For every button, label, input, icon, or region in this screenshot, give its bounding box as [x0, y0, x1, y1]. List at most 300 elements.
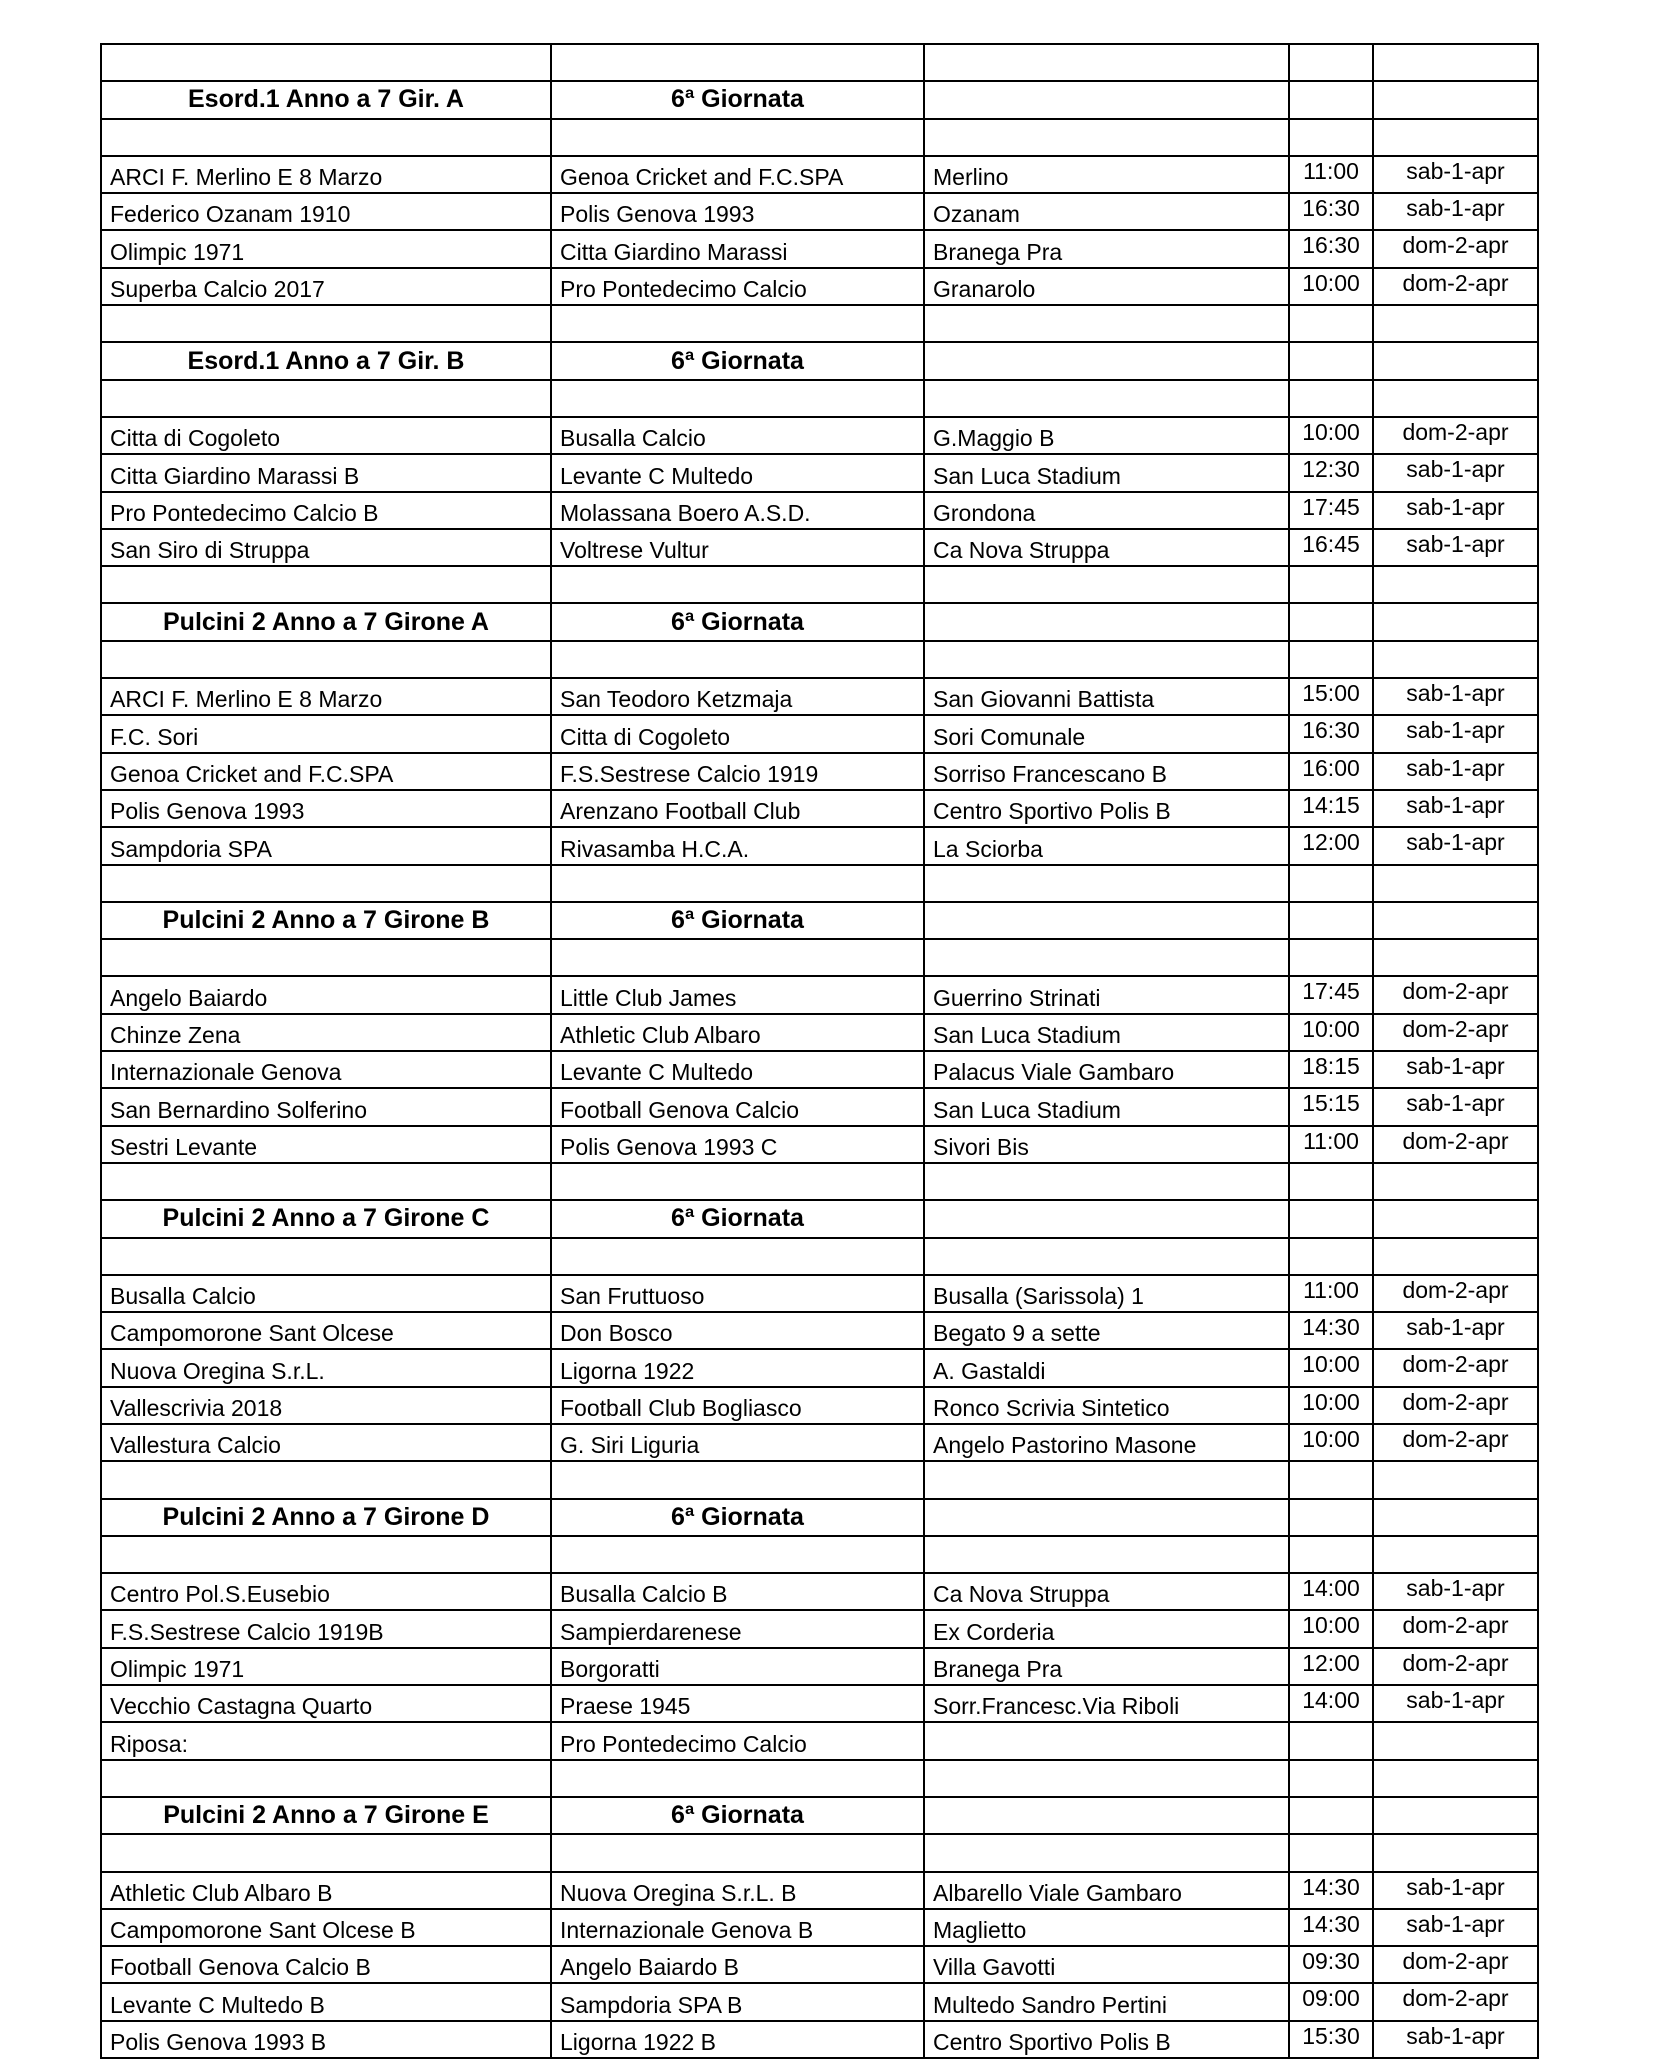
time-cell: 14:30	[1289, 1909, 1373, 1946]
match-row	[101, 1275, 1538, 1312]
venue-cell: Branega Pra	[924, 230, 1289, 267]
home-team-cell: Campomorone Sant Olcese B	[101, 1909, 551, 1946]
venue-cell: Villa Gavotti	[924, 1946, 1289, 1983]
section-title: Pulcini 2 Anno a 7 Girone D	[101, 1499, 551, 1536]
blank-row	[101, 380, 1538, 417]
venue-cell: Palacus Viale Gambaro	[924, 1051, 1289, 1088]
section-round: 6ª Giornata	[551, 342, 924, 379]
match-row	[101, 230, 1538, 267]
away-team-cell: Praese 1945	[551, 1685, 924, 1722]
empty-cell	[924, 939, 1289, 976]
time-cell: 14:30	[1289, 1312, 1373, 1349]
empty-cell	[1289, 1536, 1373, 1573]
empty-cell	[551, 641, 924, 678]
venue-cell: San Giovanni Battista	[924, 678, 1289, 715]
away-team-cell: San Fruttuoso	[551, 1275, 924, 1312]
empty-cell	[924, 1760, 1289, 1797]
empty-cell	[1289, 1760, 1373, 1797]
blank-row	[101, 566, 1538, 603]
section-header-row	[101, 342, 1538, 379]
match-row	[101, 715, 1538, 752]
date-cell: dom-2-apr	[1373, 230, 1538, 267]
home-team-cell: Busalla Calcio	[101, 1275, 551, 1312]
empty-cell	[101, 1238, 551, 1275]
time-cell: 11:00	[1289, 1275, 1373, 1312]
date-cell: dom-2-apr	[1373, 976, 1538, 1013]
match-row	[101, 2021, 1538, 2058]
empty-cell	[551, 865, 924, 902]
away-team-cell: Borgoratti	[551, 1648, 924, 1685]
match-row	[101, 1722, 1538, 1759]
home-team-cell: Pro Pontedecimo Calcio B	[101, 492, 551, 529]
match-row	[101, 1946, 1538, 1983]
home-team-cell: Athletic Club Albaro B	[101, 1872, 551, 1909]
empty-cell	[1289, 342, 1373, 379]
blank-row	[101, 641, 1538, 678]
date-cell: dom-2-apr	[1373, 417, 1538, 454]
empty-cell	[924, 119, 1289, 156]
away-team-cell: Angelo Baiardo B	[551, 1946, 924, 1983]
time-cell: 11:00	[1289, 156, 1373, 193]
time-cell: 10:00	[1289, 1014, 1373, 1051]
home-team-cell: ARCI F. Merlino E 8 Marzo	[101, 678, 551, 715]
blank-row	[101, 1461, 1538, 1498]
venue-cell: Albarello Viale Gambaro	[924, 1872, 1289, 1909]
empty-cell	[1289, 305, 1373, 342]
section-round: 6ª Giornata	[551, 81, 924, 118]
time-cell: 17:45	[1289, 492, 1373, 529]
empty-cell	[101, 380, 551, 417]
home-team-cell: San Siro di Struppa	[101, 529, 551, 566]
empty-cell	[551, 380, 924, 417]
date-cell: sab-1-apr	[1373, 1051, 1538, 1088]
empty-cell	[1373, 641, 1538, 678]
date-cell: dom-2-apr	[1373, 268, 1538, 305]
blank-row	[101, 865, 1538, 902]
time-cell: 14:00	[1289, 1573, 1373, 1610]
match-row	[101, 193, 1538, 230]
empty-cell	[924, 380, 1289, 417]
home-team-cell: Sestri Levante	[101, 1126, 551, 1163]
empty-cell	[551, 119, 924, 156]
time-cell: 10:00	[1289, 268, 1373, 305]
away-team-cell: Sampierdarenese	[551, 1610, 924, 1647]
match-row	[101, 678, 1538, 715]
time-cell: 16:30	[1289, 230, 1373, 267]
empty-cell	[1373, 81, 1538, 118]
section-header-row	[101, 1499, 1538, 1536]
empty-cell	[924, 44, 1289, 81]
empty-cell	[1373, 1200, 1538, 1237]
away-team-cell: Molassana Boero A.S.D.	[551, 492, 924, 529]
empty-cell	[1373, 380, 1538, 417]
empty-cell	[1289, 1238, 1373, 1275]
venue-cell	[924, 1722, 1289, 1759]
date-cell: sab-1-apr	[1373, 454, 1538, 491]
time-cell: 11:00	[1289, 1126, 1373, 1163]
date-cell: dom-2-apr	[1373, 1648, 1538, 1685]
section-header-row	[101, 1200, 1538, 1237]
venue-cell: Busalla (Sarissola) 1	[924, 1275, 1289, 1312]
time-cell: 15:30	[1289, 2021, 1373, 2058]
away-team-cell: Pro Pontedecimo Calcio	[551, 268, 924, 305]
home-team-cell: F.C. Sori	[101, 715, 551, 752]
empty-cell	[551, 1536, 924, 1573]
away-team-cell: F.S.Sestrese Calcio 1919	[551, 753, 924, 790]
empty-cell	[924, 81, 1289, 118]
time-cell: 12:00	[1289, 827, 1373, 864]
time-cell: 14:30	[1289, 1872, 1373, 1909]
venue-cell: Ca Nova Struppa	[924, 1573, 1289, 1610]
time-cell: 18:15	[1289, 1051, 1373, 1088]
venue-cell: San Luca Stadium	[924, 1014, 1289, 1051]
section-round: 6ª Giornata	[551, 1200, 924, 1237]
away-team-cell: Pro Pontedecimo Calcio	[551, 1722, 924, 1759]
empty-cell	[1289, 1797, 1373, 1834]
away-team-cell: Rivasamba H.C.A.	[551, 827, 924, 864]
venue-cell: Centro Sportivo Polis B	[924, 2021, 1289, 2058]
date-cell: dom-2-apr	[1373, 1275, 1538, 1312]
empty-cell	[1373, 1238, 1538, 1275]
empty-cell	[924, 305, 1289, 342]
time-cell: 15:00	[1289, 678, 1373, 715]
date-cell	[1373, 1722, 1538, 1759]
empty-cell	[924, 1834, 1289, 1871]
home-team-cell: Genoa Cricket and F.C.SPA	[101, 753, 551, 790]
empty-cell	[1373, 342, 1538, 379]
away-team-cell: Citta Giardino Marassi	[551, 230, 924, 267]
blank-row	[101, 1163, 1538, 1200]
empty-cell	[924, 1536, 1289, 1573]
date-cell: sab-1-apr	[1373, 753, 1538, 790]
time-cell: 09:00	[1289, 1983, 1373, 2020]
time-cell: 09:30	[1289, 1946, 1373, 1983]
away-team-cell: Levante C Multedo	[551, 454, 924, 491]
date-cell: dom-2-apr	[1373, 1014, 1538, 1051]
time-cell: 12:00	[1289, 1648, 1373, 1685]
empty-cell	[1289, 603, 1373, 640]
home-team-cell: Citta di Cogoleto	[101, 417, 551, 454]
section-header-row	[101, 902, 1538, 939]
section-round: 6ª Giornata	[551, 1797, 924, 1834]
empty-cell	[924, 1200, 1289, 1237]
venue-cell: Centro Sportivo Polis B	[924, 790, 1289, 827]
empty-cell	[101, 119, 551, 156]
empty-cell	[101, 1163, 551, 1200]
empty-cell	[1373, 902, 1538, 939]
home-team-cell: Nuova Oregina S.r.L.	[101, 1349, 551, 1386]
empty-cell	[551, 1834, 924, 1871]
time-cell: 16:45	[1289, 529, 1373, 566]
away-team-cell: Ligorna 1922	[551, 1349, 924, 1386]
match-row	[101, 1014, 1538, 1051]
empty-cell	[1289, 1163, 1373, 1200]
empty-cell	[101, 44, 551, 81]
venue-cell: Grondona	[924, 492, 1289, 529]
match-row	[101, 753, 1538, 790]
away-team-cell: Genoa Cricket and F.C.SPA	[551, 156, 924, 193]
empty-cell	[1373, 1499, 1538, 1536]
venue-cell: Guerrino Strinati	[924, 976, 1289, 1013]
empty-cell	[1289, 566, 1373, 603]
date-cell: sab-1-apr	[1373, 2021, 1538, 2058]
venue-cell: San Luca Stadium	[924, 454, 1289, 491]
empty-cell	[101, 305, 551, 342]
time-cell: 14:15	[1289, 790, 1373, 827]
empty-cell	[1289, 865, 1373, 902]
time-cell: 10:00	[1289, 1387, 1373, 1424]
match-row	[101, 1573, 1538, 1610]
away-team-cell: Arenzano Football Club	[551, 790, 924, 827]
blank-row	[101, 1834, 1538, 1871]
home-team-cell: Campomorone Sant Olcese	[101, 1312, 551, 1349]
section-round: 6ª Giornata	[551, 603, 924, 640]
section-title: Esord.1 Anno a 7 Gir. B	[101, 342, 551, 379]
blank-row	[101, 1760, 1538, 1797]
away-team-cell: Citta di Cogoleto	[551, 715, 924, 752]
date-cell: dom-2-apr	[1373, 1387, 1538, 1424]
home-team-cell: Vallescrivia 2018	[101, 1387, 551, 1424]
venue-cell: Ex Corderia	[924, 1610, 1289, 1647]
empty-cell	[551, 305, 924, 342]
match-row	[101, 1909, 1538, 1946]
empty-cell	[1289, 119, 1373, 156]
away-team-cell: Levante C Multedo	[551, 1051, 924, 1088]
section-title: Esord.1 Anno a 7 Gir. A	[101, 81, 551, 118]
empty-cell	[1373, 1760, 1538, 1797]
blank-row	[101, 305, 1538, 342]
empty-cell	[101, 1461, 551, 1498]
section-header-row	[101, 603, 1538, 640]
venue-cell: Ozanam	[924, 193, 1289, 230]
section-round: 6ª Giornata	[551, 1499, 924, 1536]
empty-cell	[1373, 939, 1538, 976]
blank-row	[101, 1238, 1538, 1275]
venue-cell: G.Maggio B	[924, 417, 1289, 454]
blank-row	[101, 939, 1538, 976]
empty-cell	[1289, 641, 1373, 678]
match-row	[101, 1312, 1538, 1349]
away-team-cell: Little Club James	[551, 976, 924, 1013]
empty-cell	[101, 1760, 551, 1797]
blank-row	[101, 44, 1538, 81]
blank-row	[101, 119, 1538, 156]
match-row	[101, 1685, 1538, 1722]
venue-cell: Ronco Scrivia Sintetico	[924, 1387, 1289, 1424]
date-cell: sab-1-apr	[1373, 1909, 1538, 1946]
date-cell: sab-1-apr	[1373, 678, 1538, 715]
home-team-cell: Superba Calcio 2017	[101, 268, 551, 305]
venue-cell: Sorriso Francescano B	[924, 753, 1289, 790]
time-cell	[1289, 1722, 1373, 1759]
away-team-cell: Polis Genova 1993 C	[551, 1126, 924, 1163]
date-cell: sab-1-apr	[1373, 492, 1538, 529]
empty-cell	[101, 865, 551, 902]
date-cell: sab-1-apr	[1373, 193, 1538, 230]
empty-cell	[101, 566, 551, 603]
date-cell: dom-2-apr	[1373, 1424, 1538, 1461]
venue-cell: Sorr.Francesc.Via Riboli	[924, 1685, 1289, 1722]
time-cell: 15:15	[1289, 1088, 1373, 1125]
home-team-cell: Levante C Multedo B	[101, 1983, 551, 2020]
empty-cell	[1373, 1797, 1538, 1834]
away-team-cell: Busalla Calcio	[551, 417, 924, 454]
match-row	[101, 1610, 1538, 1647]
match-row	[101, 1424, 1538, 1461]
empty-cell	[1373, 865, 1538, 902]
match-row	[101, 1983, 1538, 2020]
empty-cell	[924, 1461, 1289, 1498]
time-cell: 16:30	[1289, 715, 1373, 752]
empty-cell	[551, 1760, 924, 1797]
date-cell: dom-2-apr	[1373, 1946, 1538, 1983]
match-row	[101, 529, 1538, 566]
empty-cell	[924, 1499, 1289, 1536]
empty-cell	[1289, 380, 1373, 417]
date-cell: sab-1-apr	[1373, 1312, 1538, 1349]
date-cell: sab-1-apr	[1373, 1872, 1538, 1909]
date-cell: sab-1-apr	[1373, 827, 1538, 864]
date-cell: sab-1-apr	[1373, 529, 1538, 566]
match-row	[101, 492, 1538, 529]
match-row	[101, 417, 1538, 454]
empty-cell	[924, 603, 1289, 640]
date-cell: sab-1-apr	[1373, 1685, 1538, 1722]
empty-cell	[1289, 939, 1373, 976]
time-cell: 17:45	[1289, 976, 1373, 1013]
time-cell: 16:00	[1289, 753, 1373, 790]
empty-cell	[551, 44, 924, 81]
schedule-body	[101, 44, 1538, 2058]
away-team-cell: Sampdoria SPA B	[551, 1983, 924, 2020]
away-team-cell: Football Club Bogliasco	[551, 1387, 924, 1424]
home-team-cell: Chinze Zena	[101, 1014, 551, 1051]
home-team-cell: Sampdoria SPA	[101, 827, 551, 864]
empty-cell	[551, 1238, 924, 1275]
empty-cell	[924, 641, 1289, 678]
home-team-cell: Vecchio Castagna Quarto	[101, 1685, 551, 1722]
date-cell: dom-2-apr	[1373, 1610, 1538, 1647]
section-round: 6ª Giornata	[551, 902, 924, 939]
empty-cell	[1373, 1461, 1538, 1498]
empty-cell	[1373, 1536, 1538, 1573]
away-team-cell: Busalla Calcio B	[551, 1573, 924, 1610]
date-cell: dom-2-apr	[1373, 1983, 1538, 2020]
venue-cell: Granarolo	[924, 268, 1289, 305]
match-row	[101, 156, 1538, 193]
empty-cell	[924, 1238, 1289, 1275]
match-row	[101, 827, 1538, 864]
match-row	[101, 1872, 1538, 1909]
empty-cell	[924, 865, 1289, 902]
empty-cell	[1289, 1200, 1373, 1237]
venue-cell: Begato 9 a sette	[924, 1312, 1289, 1349]
match-row	[101, 1088, 1538, 1125]
empty-cell	[1289, 1461, 1373, 1498]
empty-cell	[551, 1461, 924, 1498]
venue-cell: La Sciorba	[924, 827, 1289, 864]
match-row	[101, 1648, 1538, 1685]
empty-cell	[101, 641, 551, 678]
home-team-cell: Olimpic 1971	[101, 230, 551, 267]
match-row	[101, 1349, 1538, 1386]
empty-cell	[101, 939, 551, 976]
empty-cell	[924, 902, 1289, 939]
section-title: Pulcini 2 Anno a 7 Girone A	[101, 603, 551, 640]
date-cell: sab-1-apr	[1373, 1088, 1538, 1125]
away-team-cell: Ligorna 1922 B	[551, 2021, 924, 2058]
venue-cell: Maglietto	[924, 1909, 1289, 1946]
time-cell: 10:00	[1289, 1424, 1373, 1461]
match-row	[101, 1051, 1538, 1088]
time-cell: 10:00	[1289, 1610, 1373, 1647]
date-cell: sab-1-apr	[1373, 156, 1538, 193]
empty-cell	[1289, 44, 1373, 81]
empty-cell	[924, 566, 1289, 603]
schedule-table	[100, 43, 1539, 2059]
venue-cell: Angelo Pastorino Masone	[924, 1424, 1289, 1461]
empty-cell	[1373, 44, 1538, 81]
empty-cell	[1373, 1163, 1538, 1200]
away-team-cell: Football Genova Calcio	[551, 1088, 924, 1125]
empty-cell	[551, 1163, 924, 1200]
home-team-cell: Olimpic 1971	[101, 1648, 551, 1685]
empty-cell	[101, 1536, 551, 1573]
home-team-cell: Polis Genova 1993	[101, 790, 551, 827]
match-row	[101, 790, 1538, 827]
date-cell: dom-2-apr	[1373, 1126, 1538, 1163]
home-team-cell: Citta Giardino Marassi B	[101, 454, 551, 491]
section-title: Pulcini 2 Anno a 7 Girone B	[101, 902, 551, 939]
time-cell: 12:30	[1289, 454, 1373, 491]
away-team-cell: Voltrese Vultur	[551, 529, 924, 566]
empty-cell	[924, 1163, 1289, 1200]
home-team-cell: Angelo Baiardo	[101, 976, 551, 1013]
venue-cell: Ca Nova Struppa	[924, 529, 1289, 566]
empty-cell	[1373, 1834, 1538, 1871]
home-team-cell: Riposa:	[101, 1722, 551, 1759]
empty-cell	[1373, 119, 1538, 156]
time-cell: 16:30	[1289, 193, 1373, 230]
match-row	[101, 268, 1538, 305]
match-row	[101, 976, 1538, 1013]
empty-cell	[924, 342, 1289, 379]
match-row	[101, 1126, 1538, 1163]
away-team-cell: Polis Genova 1993	[551, 193, 924, 230]
time-cell: 10:00	[1289, 1349, 1373, 1386]
home-team-cell: Federico Ozanam 1910	[101, 193, 551, 230]
section-title: Pulcini 2 Anno a 7 Girone C	[101, 1200, 551, 1237]
match-row	[101, 1387, 1538, 1424]
venue-cell: Sivori Bis	[924, 1126, 1289, 1163]
home-team-cell: Polis Genova 1993 B	[101, 2021, 551, 2058]
venue-cell: A. Gastaldi	[924, 1349, 1289, 1386]
venue-cell: Merlino	[924, 156, 1289, 193]
empty-cell	[1289, 81, 1373, 118]
empty-cell	[924, 1797, 1289, 1834]
date-cell: dom-2-apr	[1373, 1349, 1538, 1386]
home-team-cell: Football Genova Calcio B	[101, 1946, 551, 1983]
section-header-row	[101, 81, 1538, 118]
away-team-cell: Don Bosco	[551, 1312, 924, 1349]
home-team-cell: Centro Pol.S.Eusebio	[101, 1573, 551, 1610]
home-team-cell: San Bernardino Solferino	[101, 1088, 551, 1125]
venue-cell: Branega Pra	[924, 1648, 1289, 1685]
venue-cell: San Luca Stadium	[924, 1088, 1289, 1125]
empty-cell	[551, 939, 924, 976]
empty-cell	[1289, 902, 1373, 939]
date-cell: sab-1-apr	[1373, 1573, 1538, 1610]
